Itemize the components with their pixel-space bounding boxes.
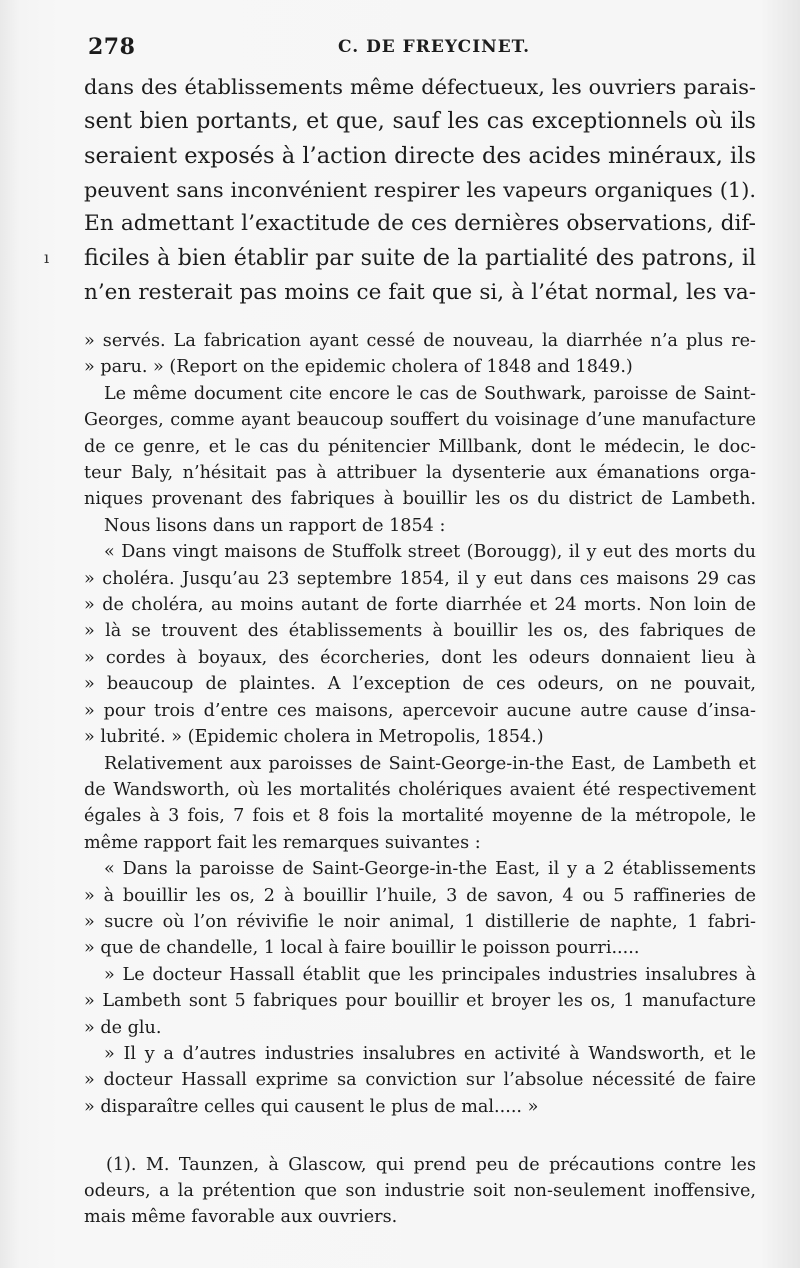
main-paragraph <box>84 70 756 310</box>
text-line: Relativement aux paroisses de Saint-George-in-the East, de Lambeth et <box>104 753 756 774</box>
margin-mark: ı <box>44 248 50 267</box>
text-line: » docteur Hassall exprime sa conviction sur l’absolue nécessité de faire <box>84 1070 756 1091</box>
text-line: » paru. » (Report on the epidemic cholera of 1848 and 1849.) <box>84 357 633 378</box>
text-line: » pour trois d’entre ces maisons, apercevoir aucune autre cause d’insa- <box>84 700 756 721</box>
text-line: niques provenant des fabriques à bouillir les os du district de Lambeth. <box>84 489 756 510</box>
text-line: » choléra. Jusqu’au 23 septembre 1854, il y eut dans ces maisons 29 cas <box>84 568 756 589</box>
text-line: En admettant l’exactitude de ces dernières observations, dif- <box>84 211 756 237</box>
text-line: » beaucoup de plaintes. A l’exception de ces odeurs, on ne pouvait, <box>84 674 756 695</box>
text-line: « Dans vingt maisons de Stuffolk street (Borougg), il y eut des morts du <box>104 542 756 563</box>
text-line: Georges, comme ayant beaucoup souffert du voisinage d’une manufacture <box>84 410 756 431</box>
text-line: » de choléra, au moins autant de forte diarrhée et 24 morts. Non loin de <box>84 595 756 616</box>
text-line: teur Baly, n’hésitait pas à attribuer la dysenterie aux émanations orga- <box>84 463 756 484</box>
running-head: C. DE FREYCINET. <box>338 37 531 57</box>
text-line: » cordes à boyaux, des écorcheries, dont les odeurs donnaient lieu à <box>84 647 756 668</box>
text-line: de Wandsworth, où les mortalités cholériques avaient été respectivement <box>84 779 756 800</box>
text-line: » sucre où l’on révivifie le noir animal, 1 distillerie de naphte, 1 fabri- <box>84 911 756 932</box>
text-line: » lubrité. » (Epidemic cholera in Metropolis, 1854.) <box>84 727 544 748</box>
footnote <box>84 1152 756 1230</box>
text-line: même rapport fait les remarques suivantes : <box>84 832 481 853</box>
text-line: ficiles à bien établir par suite de la partialité des patrons, il <box>84 245 756 272</box>
text-line: « Dans la paroisse de Saint-George-in-the East, il y a 2 établissements <box>104 859 756 880</box>
text-line: » servés. La fabrication ayant cessé de nouveau, la diarrhée n’a plus re- <box>84 331 756 351</box>
footnote-line: (1). M. Taunzen, à Glascow, qui prend peu de précautions contre les <box>106 1155 756 1175</box>
text-line: » que de chandelle, 1 local à faire bouillir le poisson pourri..... <box>84 938 640 959</box>
page-header <box>88 34 768 64</box>
text-line: égales à 3 fois, 7 fois et 8 fois la mortalité moyenne de la métropole, le <box>84 806 756 827</box>
text-line: dans des établissements même défectueux, les ouvriers parais- <box>84 75 756 99</box>
footnote-line: odeurs, a la prétention que son industrie soit non-seulement inoffensive, <box>84 1181 756 1201</box>
text-line: » là se trouvent des établissements à bouillir les os, des fabriques de <box>84 621 756 642</box>
text-line: » Lambeth sont 5 fabriques pour bouillir et broyer les os, 1 manufacture <box>84 991 756 1012</box>
text-line: » de glu. <box>84 1017 162 1038</box>
text-line: de ce genre, et le cas du pénitencier Millbank, dont le médecin, le doc- <box>84 436 756 457</box>
text-line: seraient exposés à l’action directe des acides minéraux, ils <box>84 142 756 169</box>
page-number: 278 <box>88 34 136 60</box>
text-line: Nous lisons dans un rapport de 1854 : <box>104 515 446 536</box>
quoted-report-block <box>84 328 756 1120</box>
text-line: » disparaître celles qui causent le plus de mal..... » <box>84 1096 539 1117</box>
text-line: Le même document cite encore le cas de Southwark, paroisse de Saint- <box>104 383 756 404</box>
text-line: » Le docteur Hassall établit que les principales industries insalubres à <box>104 964 756 985</box>
text-line: » à bouillir les os, 2 à bouillir l’huile, 3 de savon, 4 ou 5 raffineries de <box>84 885 756 906</box>
footnote-line: mais même favorable aux ouvriers. <box>84 1207 398 1227</box>
text-line: » Il y a d’autres industries insalubres en activité à Wandsworth, et le <box>104 1043 756 1064</box>
text-line: peuvent sans inconvénient respirer les vapeurs organiques (1). <box>84 177 756 202</box>
text-line: sent bien portants, et que, sauf les cas exceptionnels où ils <box>84 108 756 135</box>
text-line: n’en resterait pas moins ce fait que si, à l’état normal, les va- <box>84 279 756 305</box>
